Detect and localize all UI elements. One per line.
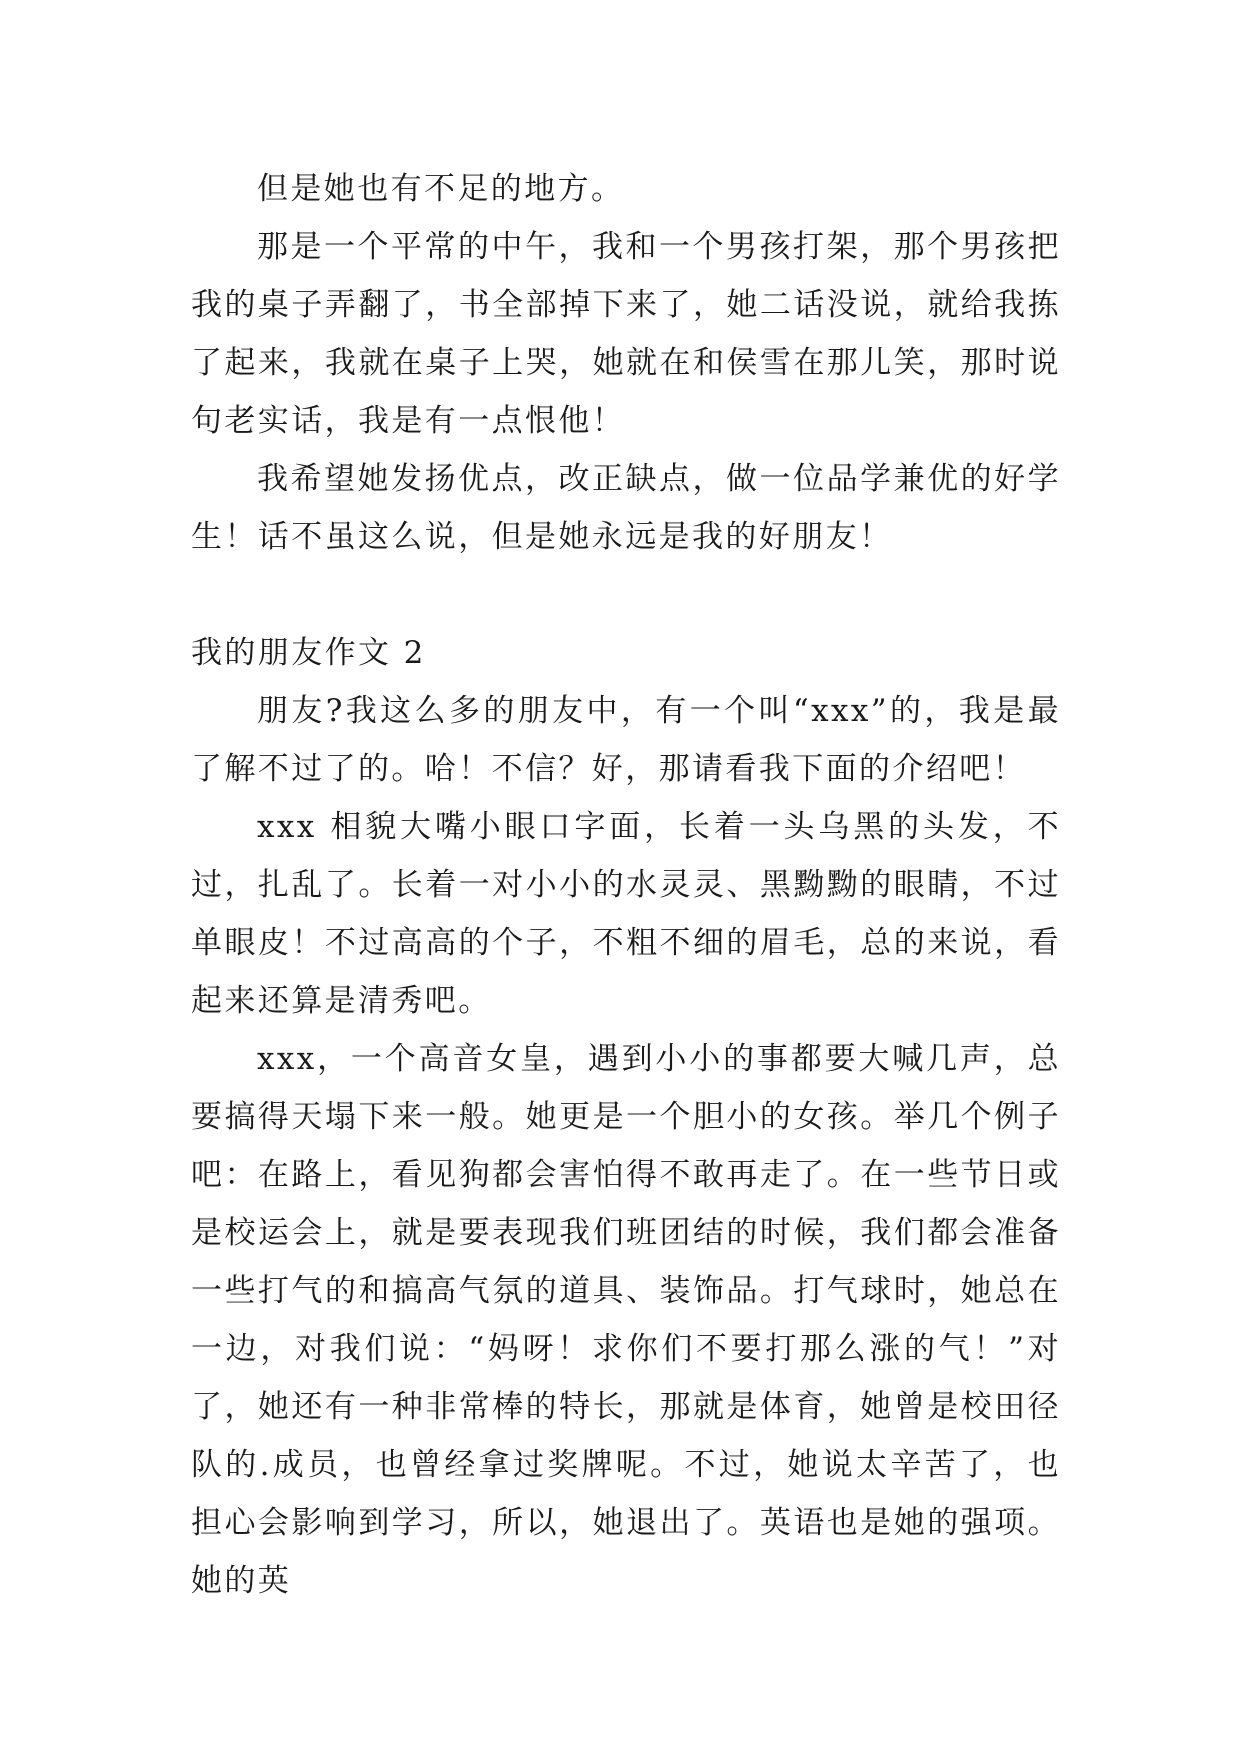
paragraph-story: 那是一个平常的中午，我和一个男孩打架，那个男孩把我的桌子弄翻了，书全部掉下来了，她二话没说，就给我拣了起来，我就在桌子上哭，她就在和侯雪在那儿笑，那时说句老实话，我是有一点恨他！: [191, 229, 1061, 439]
paragraph-personality: xxx，一个高音女皇，遇到小小的事都要大喊几声，总要搞得天塌下来一般。她更是一个胆小的女孩。举几个例子吧：在路上，看见狗都会害怕得不敢再走了。在一些节日或是校运会上，就是要表现我们班团结的时候，我们都会准备一些打气的和搞高气氛的道具、装饰品。打气球时，她总在一边，对我们说：“妈呀！求你们不要打那么涨的气！”对了，她还有一种非常棒的特长，那就是体育，她曾是校田径队的.成员，也曾经拿过奖牌呢。不过，她说太辛苦了，也担心会影响到学习，所以，她退出了。英语也是她的强项。她的英: [191, 1041, 1061, 1599]
paragraph-hope: 我希望她发扬优点，改正缺点，做一位品学兼优的好学生！话不虽这么说，但是她永远是我的好朋友！: [191, 461, 1061, 555]
section-title: 我的朋友作文 2: [191, 635, 426, 671]
paragraph-shortcoming: 但是她也有不足的地方。: [257, 171, 625, 207]
paragraph-intro: 朋友?我这么多的朋友中，有一个叫“xxx”的，我是最了解不过了的。哈！不信？好，那请看我下面的介绍吧！: [191, 693, 1061, 787]
document-page: [191, 160, 1061, 1610]
paragraph-appearance: xxx 相貌大嘴小眼口字面，长着一头乌黑的头发，不过，扎乱了。长着一对小小的水灵灵、黑黝黝的眼睛，不过单眼皮！不过高高的个子，不粗不细的眉毛，总的来说，看起来还算是清秀吧。: [191, 809, 1061, 1019]
